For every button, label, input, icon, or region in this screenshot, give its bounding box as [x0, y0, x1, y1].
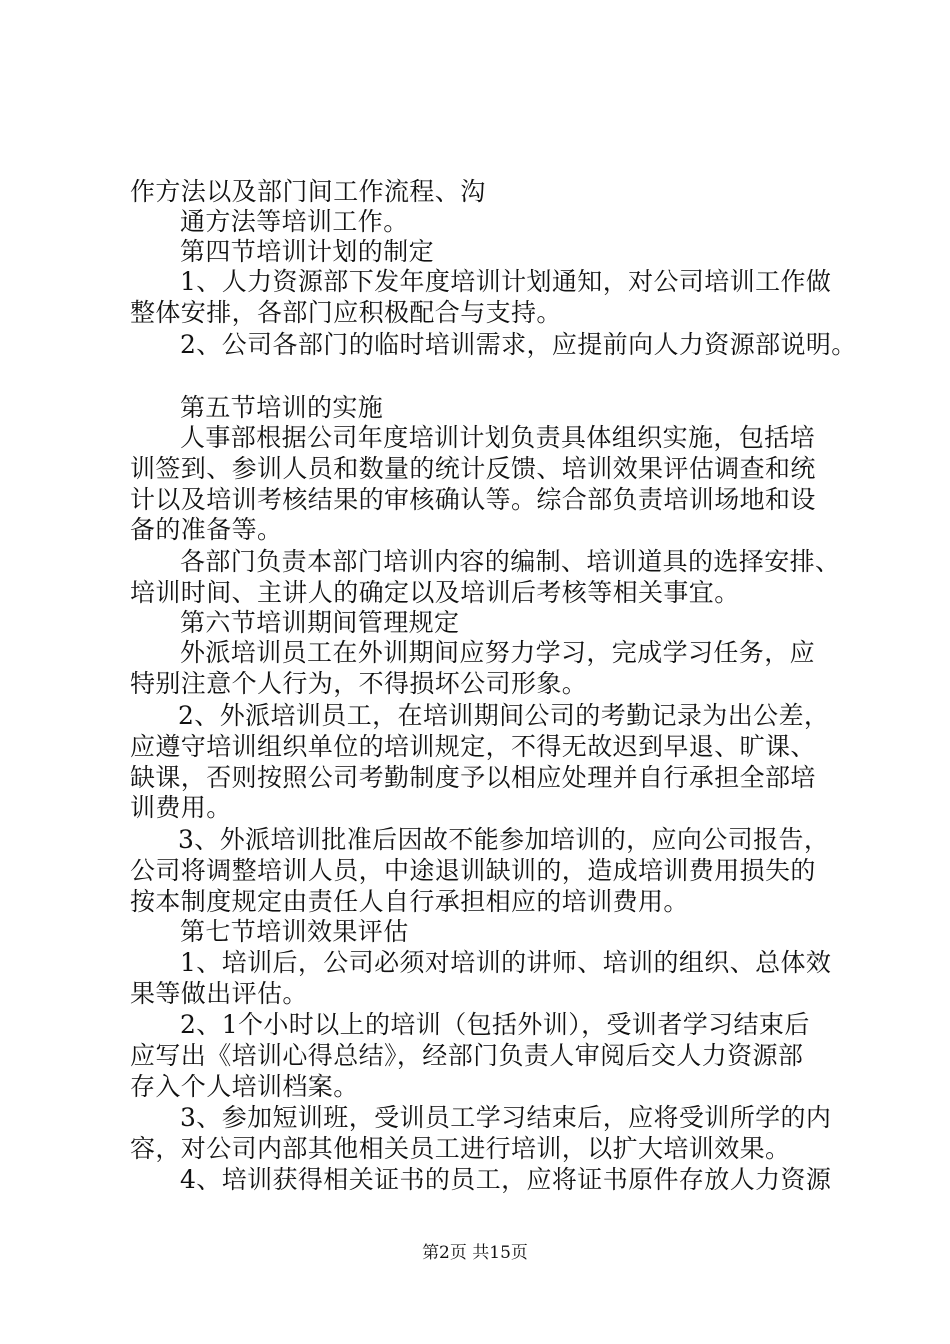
body-line-20: 训费用。 [130, 793, 232, 822]
body-line-12: 各部门负责本部门培训内容的编制、培训道具的选择安排、 [180, 547, 841, 576]
section-heading-6: 第六节培训期间管理规定 [180, 608, 460, 637]
body-line-19: 缺课，否则按照公司考勤制度予以相应处理并自行承担全部培 [130, 763, 816, 792]
body-line-13: 培训时间、主讲人的确定以及培训后考核等相关事宜。 [130, 578, 740, 607]
body-line-9: 训签到、参训人员和数量的统计反馈、培训效果评估调查和统 [130, 454, 816, 483]
body-line-17: 2、外派培训员工，在培训期间公司的考勤记录为出公差， [178, 701, 830, 730]
body-line-4: 1、人力资源部下发年度培训计划通知，对公司培训工作做 [180, 267, 832, 296]
body-line-32: 4、培训获得相关证书的员工，应将证书原件存放人力资源 [180, 1165, 832, 1194]
body-line-2: 通方法等培训工作。 [180, 207, 409, 236]
section-heading-4: 第四节培训计划的制定 [180, 237, 435, 266]
page-number-footer: 第2页 共15页 [422, 1243, 528, 1263]
body-line-21: 3、外派培训批准后因故不能参加培训的，应向公司报告， [178, 825, 830, 854]
body-line-18: 应遵守培训组织单位的培训规定，不得无故迟到早退、旷课、 [130, 732, 816, 761]
body-line-10: 计以及培训考核结果的审核确认等。综合部负责培训场地和设 [130, 485, 816, 514]
body-line-30: 3、参加短训班，受训员工学习结束后，应将受训所学的内 [180, 1103, 832, 1132]
body-line-31: 容，对公司内部其他相关员工进行培训，以扩大培训效果。 [130, 1134, 791, 1163]
body-line-23: 按本制度规定由责任人自行承担相应的培训费用。 [130, 887, 689, 916]
body-line-29: 存入个人培训档案。 [130, 1072, 359, 1101]
body-line-6: 2、公司各部门的临时培训需求，应提前向人力资源部说明。 [180, 330, 857, 359]
body-line-11: 备的准备等。 [130, 515, 283, 544]
body-line-1: 作方法以及部门间工作流程、沟 [130, 177, 486, 206]
body-line-28: 应写出《培训心得总结》，经部门负责人审阅后交人力资源部 [130, 1041, 804, 1070]
section-heading-5: 第五节培训的实施 [180, 393, 384, 422]
body-line-5: 整体安排，各部门应积极配合与支持。 [130, 298, 562, 327]
body-line-15: 外派培训员工在外训期间应努力学习，完成学习任务，应 [180, 638, 816, 667]
body-line-16: 特别注意个人行为，不得损坏公司形象。 [130, 669, 588, 698]
section-heading-7: 第七节培训效果评估 [180, 917, 409, 946]
body-line-27: 2、1个小时以上的培训（包括外训），受训者学习结束后 [180, 1010, 810, 1039]
body-line-25: 1、培训后，公司必须对培训的讲师、培训的组织、总体效 [180, 948, 832, 977]
body-line-8: 人事部根据公司年度培训计划负责具体组织实施，包括培 [180, 423, 816, 452]
body-line-26: 果等做出评估。 [130, 979, 308, 1008]
body-line-22: 公司将调整培训人员，中途退训缺训的，造成培训费用损失的 [130, 856, 816, 885]
